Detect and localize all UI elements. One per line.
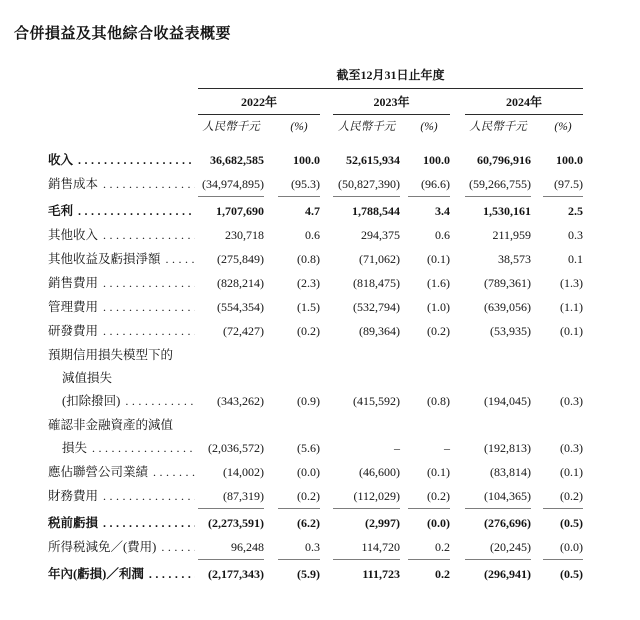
cell-2022-amount: (34,974,895) xyxy=(198,173,264,196)
cell-2024-percent: 100.0 xyxy=(556,153,583,167)
cell-2023-amount: (2,997) xyxy=(365,516,400,530)
cell-2024-amount: 60,796,916 xyxy=(477,153,531,167)
cell-2022-percent: (0.2) xyxy=(278,485,320,508)
table-row xyxy=(48,536,583,559)
column-gap xyxy=(450,120,465,135)
cell-2022-amount: (2,273,591) xyxy=(208,516,264,530)
row-label-line xyxy=(48,461,198,484)
cell-2024-amount: (639,056) xyxy=(484,300,531,314)
dot-leader xyxy=(78,200,195,223)
cell-2022-percent: (5.6) xyxy=(297,441,320,455)
row-label-line xyxy=(48,437,198,460)
cell-2024-percent: (0.1) xyxy=(560,324,583,338)
column-gap xyxy=(450,95,465,115)
cell-2023-amount: (89,364) xyxy=(359,324,400,338)
row-label-line xyxy=(48,485,198,508)
table-row xyxy=(48,344,583,413)
year-header-2024: 2024年 xyxy=(465,95,583,115)
row-label-line xyxy=(48,536,198,559)
row-label-line xyxy=(48,248,198,271)
cell-2023-amount: 111,723 xyxy=(362,567,400,581)
dot-leader xyxy=(103,485,195,508)
column-gap xyxy=(531,120,543,135)
row-label: 年內(虧損)／利潤 xyxy=(48,567,144,581)
cell-2022-amount: 96,248 xyxy=(198,536,264,559)
table-row xyxy=(48,563,583,586)
row-label-block xyxy=(48,485,198,508)
dot-leader xyxy=(103,320,195,343)
column-gap xyxy=(400,120,408,135)
income-statement-table xyxy=(48,68,583,587)
column-gap xyxy=(264,120,278,135)
row-label-line xyxy=(48,200,198,223)
year-header-row xyxy=(198,95,583,115)
cell-2022-amount: (828,214) xyxy=(217,276,264,290)
dot-leader xyxy=(103,173,195,196)
cell-2024-amount: (20,245) xyxy=(465,536,531,559)
cell-2022-amount: 1,707,690 xyxy=(216,204,264,218)
period-header: 截至12月31日止年度 xyxy=(198,68,583,89)
cell-2022-percent: (5.9) xyxy=(297,567,320,581)
dot-leader xyxy=(103,272,195,295)
row-label-block xyxy=(48,320,198,343)
unit-label-2022: 人民幣千元 xyxy=(202,121,260,133)
percent-label-2024: (%) xyxy=(554,121,572,133)
row-label: (扣除撥回) xyxy=(62,394,121,408)
row-label-line xyxy=(48,173,198,196)
cell-2022-amount: (554,354) xyxy=(217,300,264,314)
row-label: 所得税減免／(費用) xyxy=(48,540,157,554)
dot-leader xyxy=(153,461,195,484)
cell-2022-percent: (2.3) xyxy=(297,276,320,290)
row-label-block xyxy=(48,296,198,319)
cell-2022-amount: (14,002) xyxy=(223,465,264,479)
cell-2023-amount: (46,600) xyxy=(359,465,400,479)
cell-2024-percent: (97.5) xyxy=(543,173,583,196)
cell-2022-percent: (0.8) xyxy=(297,252,320,266)
table-row xyxy=(48,320,583,343)
cell-2024-percent: (0.5) xyxy=(560,516,583,530)
row-label-line xyxy=(48,563,198,586)
cell-2023-percent: – xyxy=(444,441,450,455)
cell-2023-percent: 0.2 xyxy=(408,536,450,559)
cell-2023-amount: 294,375 xyxy=(361,228,400,242)
table-header xyxy=(198,68,583,135)
page-title: 合併損益及其他綜合收益表概要 xyxy=(14,25,232,42)
cell-2023-percent: (1.0) xyxy=(427,300,450,314)
cell-2024-percent: 0.3 xyxy=(568,228,583,242)
row-label-block xyxy=(48,536,198,559)
cell-2024-percent: (0.3) xyxy=(560,394,583,408)
row-label-line xyxy=(48,224,198,247)
row-label-block xyxy=(48,563,198,586)
cell-2024-percent: (1.1) xyxy=(560,300,583,314)
cell-2024-percent: (0.2) xyxy=(543,485,583,508)
row-label-block xyxy=(48,173,198,196)
dot-leader xyxy=(103,296,195,319)
unit-label-2023: 人民幣千元 xyxy=(337,121,396,133)
cell-2022-amount: 230,718 xyxy=(225,228,264,242)
row-label-block xyxy=(48,344,198,413)
table-row xyxy=(48,200,583,223)
row-label: 損失 xyxy=(62,441,88,455)
cell-2024-amount: (104,365) xyxy=(465,485,531,508)
cell-2022-percent: (6.2) xyxy=(297,516,320,530)
cell-2023-amount: (50,827,390) xyxy=(333,173,400,196)
row-label: 銷售成本 xyxy=(48,177,99,191)
row-label: 管理費用 xyxy=(48,300,99,314)
column-gap xyxy=(320,120,333,135)
row-label-block xyxy=(48,512,198,535)
cell-2023-percent: (0.2) xyxy=(427,324,450,338)
cell-2022-percent: (95.3) xyxy=(278,173,320,196)
cell-2022-amount: (275,849) xyxy=(217,252,264,266)
row-label: 其他收入 xyxy=(48,228,99,242)
row-label: 銷售費用 xyxy=(48,276,99,290)
cell-2022-percent: (0.9) xyxy=(297,394,320,408)
row-label-block xyxy=(48,248,198,271)
cell-2023-amount: (532,794) xyxy=(353,300,400,314)
row-label-line xyxy=(48,512,198,535)
year-header-2023: 2023年 xyxy=(333,95,450,115)
cell-2022-percent: 4.7 xyxy=(305,204,320,218)
cell-2024-amount: (296,941) xyxy=(484,567,531,581)
table-row xyxy=(48,296,583,319)
cell-2024-amount: (59,266,755) xyxy=(465,173,531,196)
row-label-block xyxy=(48,200,198,223)
row-label-block xyxy=(48,414,198,460)
row-label-line xyxy=(48,344,198,367)
cell-2024-amount: 1,530,161 xyxy=(483,204,531,218)
row-label-line xyxy=(48,367,198,390)
cell-2023-percent: (0.8) xyxy=(427,394,450,408)
table-row xyxy=(48,224,583,247)
cell-2022-amount: 36,682,585 xyxy=(210,153,264,167)
dot-leader xyxy=(166,248,195,271)
cell-2023-amount: 114,720 xyxy=(333,536,400,559)
unit-label-2024: 人民幣千元 xyxy=(469,121,527,133)
unit-header-row xyxy=(198,120,583,135)
cell-2023-amount: (71,062) xyxy=(359,252,400,266)
cell-2022-percent: (1.5) xyxy=(297,300,320,314)
cell-2024-amount: (276,696) xyxy=(484,516,531,530)
cell-2024-percent: 0.1 xyxy=(568,252,583,266)
percent-label-2023: (%) xyxy=(420,121,438,133)
row-label: 研發費用 xyxy=(48,324,99,338)
cell-2024-amount: (53,935) xyxy=(490,324,531,338)
cell-2023-percent: (1.6) xyxy=(427,276,450,290)
cell-2023-percent: (0.2) xyxy=(408,485,450,508)
cell-2022-amount: (343,262) xyxy=(217,394,264,408)
table-row xyxy=(48,272,583,295)
row-label-block xyxy=(48,224,198,247)
cell-2024-percent: 2.5 xyxy=(568,204,583,218)
row-label-line xyxy=(48,414,198,437)
row-label: 財務費用 xyxy=(48,489,99,503)
cell-2023-percent: (0.1) xyxy=(427,465,450,479)
cell-2024-amount: 38,573 xyxy=(498,252,531,266)
cell-2022-amount: (87,319) xyxy=(198,485,264,508)
row-label-block xyxy=(48,272,198,295)
cell-2023-percent: 0.2 xyxy=(435,567,450,581)
row-label-line xyxy=(48,149,198,172)
cell-2022-percent: 0.3 xyxy=(278,536,320,559)
cell-2023-percent: (0.0) xyxy=(427,516,450,530)
cell-2023-percent: 100.0 xyxy=(423,153,450,167)
table-row xyxy=(48,173,583,196)
cell-2023-amount: (818,475) xyxy=(353,276,400,290)
row-label-line xyxy=(48,296,198,319)
cell-2022-amount: (2,177,343) xyxy=(208,567,264,581)
cell-2022-percent: (0.0) xyxy=(297,465,320,479)
cell-2022-percent: 100.0 xyxy=(293,153,320,167)
cell-2022-amount: (2,036,572) xyxy=(208,441,264,455)
cell-2024-amount: (83,814) xyxy=(490,465,531,479)
row-label: 毛利 xyxy=(48,204,74,218)
table-row xyxy=(48,512,583,535)
row-label: 應佔聯營公司業績 xyxy=(48,465,149,479)
table-body xyxy=(48,149,583,586)
dot-leader xyxy=(103,512,195,535)
column-gap xyxy=(320,95,333,115)
row-label-line xyxy=(48,390,198,413)
row-label: 預期信用損失模型下的 xyxy=(48,348,174,362)
cell-2022-percent: (0.2) xyxy=(297,324,320,338)
percent-label-2022: (%) xyxy=(290,121,308,133)
dot-leader xyxy=(78,149,195,172)
cell-2024-amount: 211,959 xyxy=(492,228,531,242)
cell-2022-percent: 0.6 xyxy=(305,228,320,242)
row-label: 其他收益及虧損淨額 xyxy=(48,252,161,266)
dot-leader xyxy=(103,224,195,247)
table-row xyxy=(48,461,583,484)
row-label-block xyxy=(48,461,198,484)
row-label-block xyxy=(48,149,198,172)
cell-2024-percent: (1.3) xyxy=(560,276,583,290)
cell-2024-percent: (0.5) xyxy=(560,567,583,581)
cell-2023-amount: (415,592) xyxy=(353,394,400,408)
cell-2023-amount: – xyxy=(394,441,400,455)
dot-leader xyxy=(92,437,195,460)
table-row xyxy=(48,485,583,508)
cell-2023-percent: (96.6) xyxy=(408,173,450,196)
row-label: 減值損失 xyxy=(62,371,113,385)
cell-2024-amount: (789,361) xyxy=(484,276,531,290)
dot-leader xyxy=(149,563,195,586)
dot-leader xyxy=(125,390,195,413)
cell-2024-amount: (192,813) xyxy=(484,441,531,455)
row-label-line xyxy=(48,320,198,343)
cell-2022-amount: (72,427) xyxy=(223,324,264,338)
cell-2023-amount: 1,788,544 xyxy=(352,204,400,218)
table-row xyxy=(48,414,583,460)
cell-2023-amount: 52,615,934 xyxy=(346,153,400,167)
cell-2024-percent: (0.3) xyxy=(560,441,583,455)
cell-2024-amount: (194,045) xyxy=(484,394,531,408)
year-header-2022: 2022年 xyxy=(198,95,320,115)
row-label: 確認非金融資產的減值 xyxy=(48,418,174,432)
cell-2023-percent: 0.6 xyxy=(435,228,450,242)
dot-leader xyxy=(161,536,195,559)
cell-2024-percent: (0.1) xyxy=(560,465,583,479)
cell-2023-amount: (112,029) xyxy=(333,485,400,508)
row-label-line xyxy=(48,272,198,295)
row-label: 税前虧損 xyxy=(48,516,99,530)
cell-2024-percent: (0.0) xyxy=(543,536,583,559)
cell-2023-percent: 3.4 xyxy=(435,204,450,218)
table-row xyxy=(48,149,583,172)
table-row xyxy=(48,248,583,271)
cell-2023-percent: (0.1) xyxy=(427,252,450,266)
row-label: 收入 xyxy=(48,153,74,167)
